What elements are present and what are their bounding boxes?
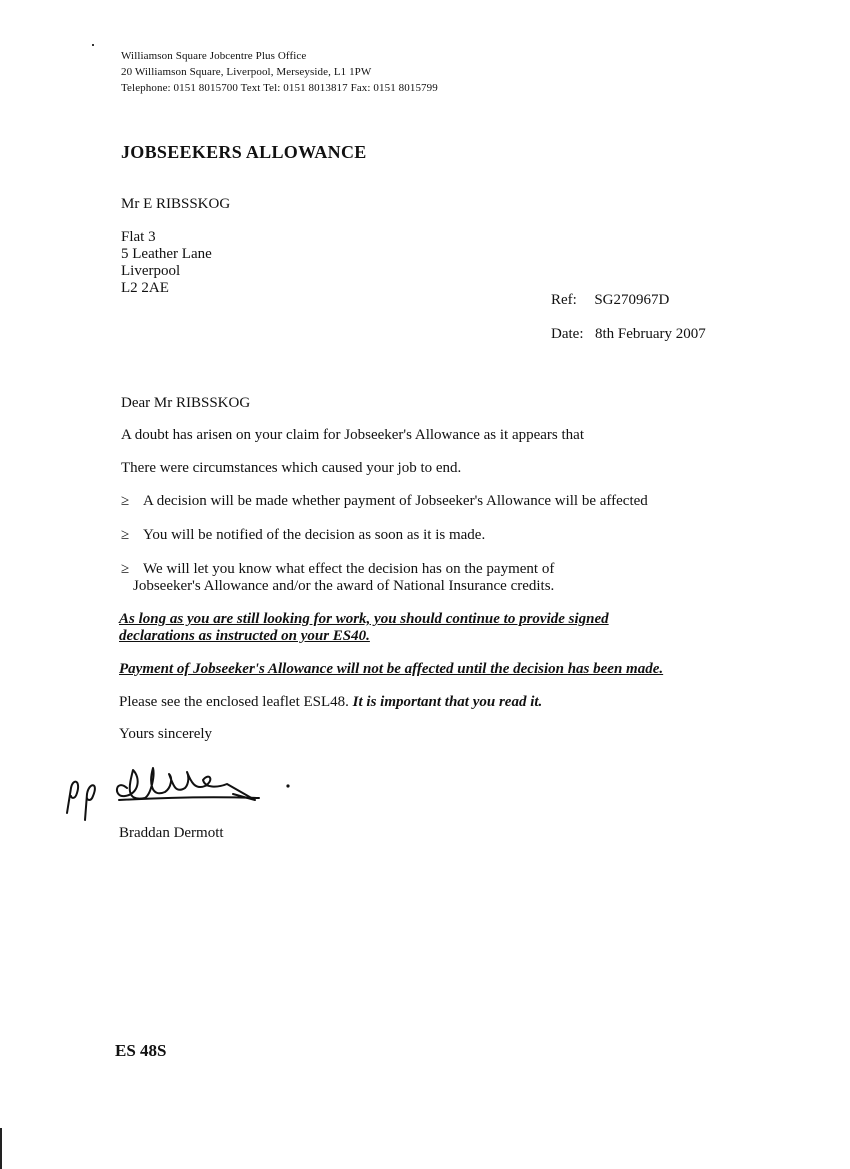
bullet-continuation: Jobseeker's Allowance and/or the award of National Insurance credits. <box>133 578 555 594</box>
date-block <box>551 326 706 343</box>
closing: Yours sincerely <box>119 726 213 742</box>
form-code: ES 48S <box>115 1041 167 1060</box>
salutation: Dear Mr RIBSSKOG <box>121 395 251 411</box>
office-address: 20 Williamson Square, Liverpool, Merseyside, L1 1PW <box>121 66 372 78</box>
address-line: L2 2AE <box>121 280 169 296</box>
address-line: 5 Leather Lane <box>121 246 212 262</box>
bullet-text: You will be notified of the decision as soon as it is made. <box>143 527 486 543</box>
reference-value: SG270967D <box>594 292 670 308</box>
reference-block <box>551 292 669 309</box>
reference-label: Ref: <box>551 292 577 308</box>
leaflet-paragraph <box>119 694 542 711</box>
scan-speck <box>92 44 94 46</box>
date-value: 8th February 2007 <box>594 326 706 342</box>
signatory-name: Braddan Dermott <box>119 825 224 841</box>
intro-paragraph: A doubt has arisen on your claim for Jobseeker's Allowance as it appears that <box>121 427 584 443</box>
scan-edge-mark <box>0 1128 2 1169</box>
office-name: Williamson Square Jobcentre Plus Office <box>121 50 307 62</box>
circumstance-paragraph: There were circumstances which caused your job to end. <box>121 460 462 476</box>
bullet-item <box>121 527 485 544</box>
signature-dot <box>286 784 289 787</box>
leaflet-emphasis: It is important that you read it. <box>352 694 543 710</box>
address-line: Liverpool <box>121 263 181 279</box>
recipient-address <box>121 229 212 297</box>
bullet-symbol: ≥ <box>121 493 130 509</box>
date-label: Date: <box>551 326 584 342</box>
bullet-symbol: ≥ <box>121 561 130 577</box>
letter-title: JOBSEEKERS ALLOWANCE <box>121 142 367 162</box>
bullet-item <box>121 493 648 510</box>
payment-notice: Payment of Jobseeker's Allowance will not be affected until the decision has been made. <box>119 661 664 677</box>
bullet-item <box>121 561 554 578</box>
work-search-notice-line-1: As long as you are still looking for work, you should continue to provide signed <box>119 611 609 627</box>
office-contacts: Telephone: 0151 8015700 Text Tel: 0151 8013817 Fax: 0151 8015799 <box>121 82 438 94</box>
recipient-name: Mr E RIBSSKOG <box>121 196 231 212</box>
bullet-text: A decision will be made whether payment of Jobseeker's Allowance will be affected <box>143 493 648 509</box>
pp-stroke-p1 <box>67 782 78 813</box>
signature-stroke <box>117 768 255 800</box>
signature-underline <box>119 797 259 800</box>
bullet-text: We will let you know what effect the decision has on the payment of <box>143 561 555 577</box>
handwritten-signature <box>55 758 305 828</box>
work-search-notice-line-2: declarations as instructed on your ES40. <box>119 628 370 644</box>
leaflet-text: Please see the enclosed leaflet ESL48. <box>119 694 349 710</box>
bullet-symbol: ≥ <box>121 527 130 543</box>
pp-stroke-p2 <box>85 785 95 820</box>
address-line: Flat 3 <box>121 229 156 245</box>
